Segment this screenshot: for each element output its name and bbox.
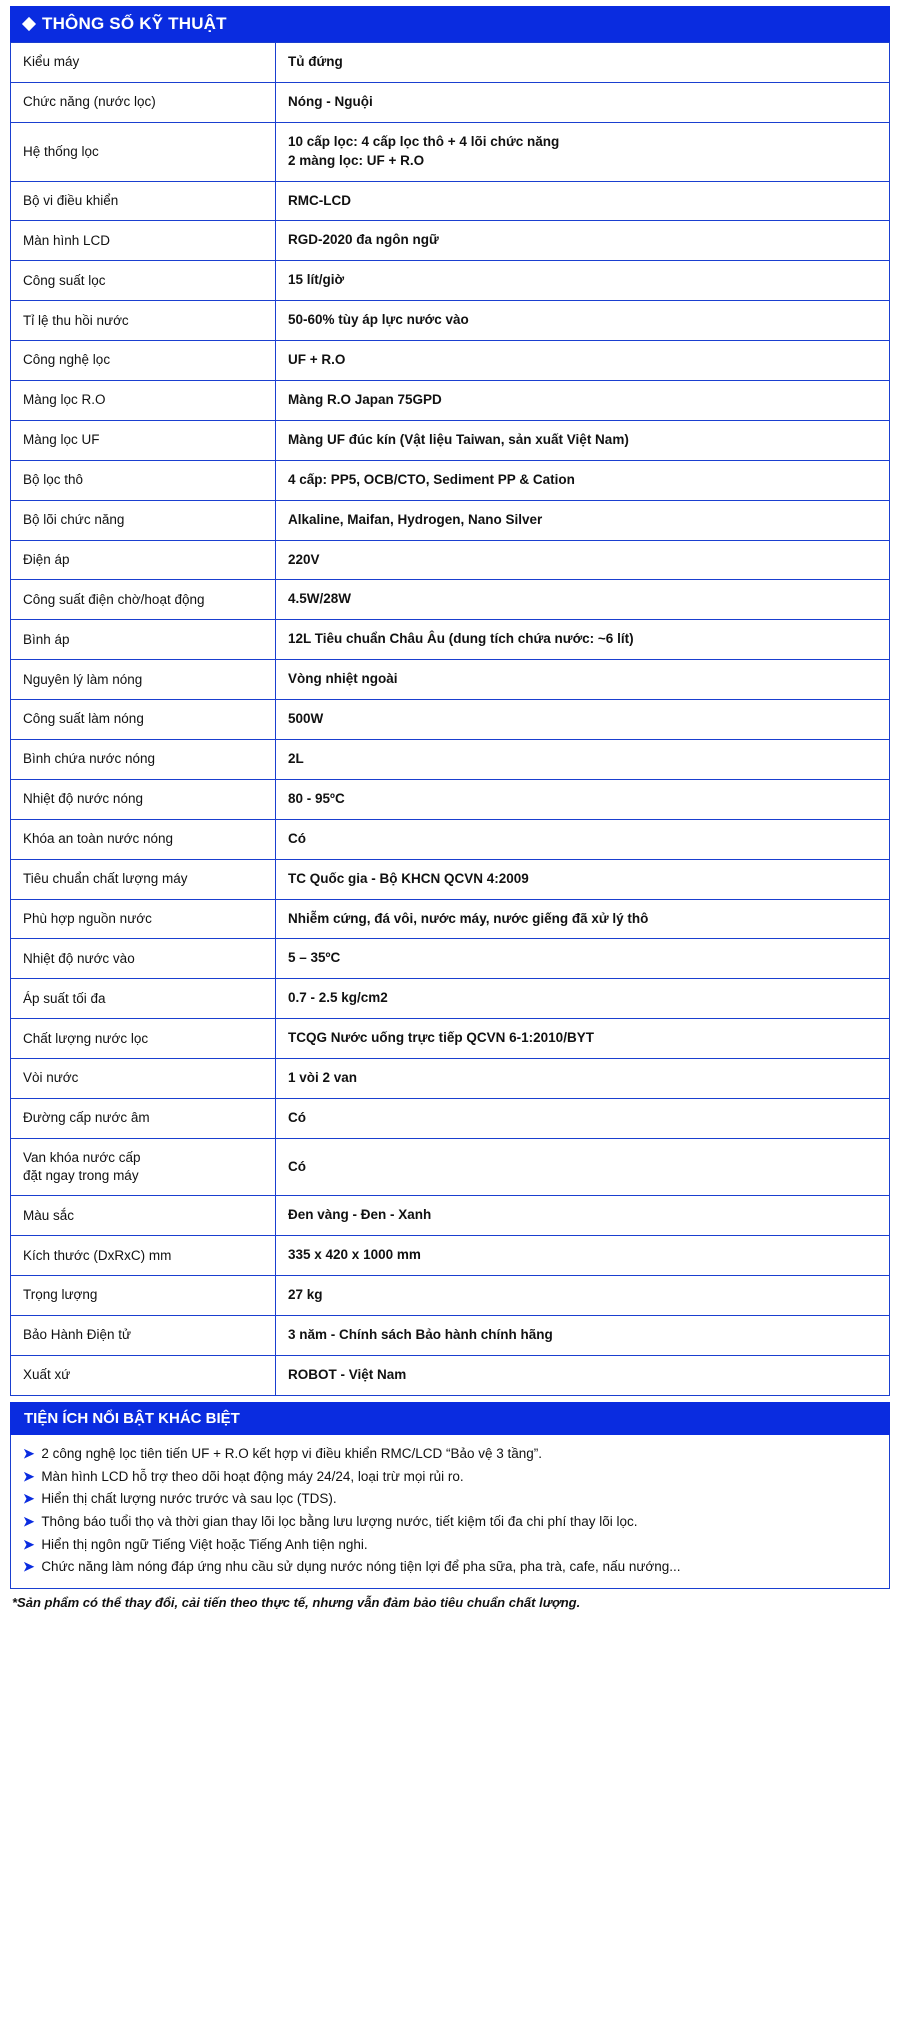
table-row xyxy=(11,1196,890,1236)
spec-label: Chất lượng nước lọc xyxy=(11,1019,276,1059)
spec-label: Bảo Hành Điện tử xyxy=(11,1316,276,1356)
table-row xyxy=(11,122,890,181)
benefits-header-title: TIỆN ÍCH NỔI BẬT KHÁC BIỆT xyxy=(24,1409,240,1427)
table-row xyxy=(11,620,890,660)
table-row xyxy=(11,221,890,261)
spec-label: Công suất lọc xyxy=(11,261,276,301)
table-row xyxy=(11,261,890,301)
spec-value: Màng UF đúc kín (Vật liệu Taiwan, sản xuất Việt Nam) xyxy=(276,420,890,460)
spec-label: Điện áp xyxy=(11,540,276,580)
list-item-label: 2 công nghệ lọc tiên tiến UF + R.O kết hợp vi điều khiển RMC/LCD “Bảo vệ 3 tầng”. xyxy=(41,1446,543,1462)
arrow-right-icon: ➤ xyxy=(23,1559,35,1575)
spec-value: Màng R.O Japan 75GPD xyxy=(276,381,890,421)
spec-label: Chức năng (nước lọc) xyxy=(11,82,276,122)
spec-label: Màu sắc xyxy=(11,1196,276,1236)
spec-value-line2: 2 màng lọc: UF + R.O xyxy=(288,152,425,168)
spec-label: Bộ lõi chức năng xyxy=(11,500,276,540)
table-row xyxy=(11,181,890,221)
diamond-icon xyxy=(22,17,36,31)
spec-value: 10 cấp lọc: 4 cấp lọc thô + 4 lõi chức năng 2 màng lọc: UF + R.O xyxy=(276,122,890,181)
table-row xyxy=(11,540,890,580)
table-row xyxy=(11,1138,890,1195)
disclaimer-note: *Sản phẩm có thể thay đổi, cải tiến theo thực tế, nhưng vẫn đảm bảo tiêu chuẩn chất lượng. xyxy=(12,1595,581,1611)
spec-label: Nguyên lý làm nóng xyxy=(11,660,276,700)
list-item xyxy=(23,1465,877,1488)
spec-value: 0.7 - 2.5 kg/cm2 xyxy=(276,979,890,1019)
spec-label: Van khóa nước cấp đặt ngay trong máy xyxy=(11,1138,276,1195)
spec-value: 27 kg xyxy=(276,1276,890,1316)
spec-value: 15 lít/giờ xyxy=(276,261,890,301)
arrow-right-icon: ➤ xyxy=(23,1536,35,1552)
spec-label: Kiểu máy xyxy=(11,43,276,83)
table-row xyxy=(11,43,890,83)
arrow-right-icon: ➤ xyxy=(23,1514,35,1530)
spec-label: Nhiệt độ nước vào xyxy=(11,939,276,979)
arrow-right-icon: ➤ xyxy=(23,1446,35,1462)
spec-value: RMC-LCD xyxy=(276,181,890,221)
table-row xyxy=(11,779,890,819)
table-row xyxy=(11,1276,890,1316)
table-row xyxy=(11,740,890,780)
spec-value: 4 cấp: PP5, OCB/CTO, Sediment PP & Cation xyxy=(276,460,890,500)
spec-value: 2L xyxy=(276,740,890,780)
list-item-label: Màn hình LCD hỗ trợ theo dõi hoạt động máy 24/24, loại trừ mọi rủi ro. xyxy=(41,1468,464,1484)
spec-value: 1 vòi 2 van xyxy=(276,1059,890,1099)
table-row xyxy=(11,82,890,122)
spec-value: Đen vàng - Đen - Xanh xyxy=(276,1196,890,1236)
table-row xyxy=(11,580,890,620)
spec-value: Alkaline, Maifan, Hydrogen, Nano Silver xyxy=(276,500,890,540)
table-row xyxy=(11,381,890,421)
spec-label: Vòi nước xyxy=(11,1059,276,1099)
spec-value: 5 – 35ºC xyxy=(276,939,890,979)
spec-value: 80 - 95ºC xyxy=(276,779,890,819)
spec-label: Đường cấp nước âm xyxy=(11,1099,276,1139)
spec-header xyxy=(10,6,890,42)
spec-label: Công suất điện chờ/hoạt động xyxy=(11,580,276,620)
spec-label: Kích thước (DxRxC) mm xyxy=(11,1236,276,1276)
spec-label: Xuất xứ xyxy=(11,1355,276,1395)
list-item-label: Chức năng làm nóng đáp ứng nhu cầu sử dụng nước nóng tiện lợi để pha sữa, pha trà, cafe, nấu nướng... xyxy=(41,1559,681,1575)
spec-label: Áp suất tối đa xyxy=(11,979,276,1019)
list-item xyxy=(23,1488,877,1511)
table-row xyxy=(11,1019,890,1059)
benefits-list xyxy=(10,1435,890,1589)
table-row xyxy=(11,460,890,500)
table-row xyxy=(11,1099,890,1139)
spec-value: 12L Tiêu chuẩn Châu Âu (dung tích chứa nước: ~6 lít) xyxy=(276,620,890,660)
table-row xyxy=(11,341,890,381)
spec-value: 3 năm - Chính sách Bảo hành chính hãng xyxy=(276,1316,890,1356)
spec-label: Trọng lượng xyxy=(11,1276,276,1316)
spec-value: TC Quốc gia - Bộ KHCN QCVN 4:2009 xyxy=(276,859,890,899)
spec-value: RGD-2020 đa ngôn ngữ xyxy=(276,221,890,261)
spec-label: Màng lọc UF xyxy=(11,420,276,460)
spec-label: Màng lọc R.O xyxy=(11,381,276,421)
list-item-label: Thông báo tuổi thọ và thời gian thay lõi lọc bằng lưu lượng nước, tiết kiệm tối đa chi phí thay lõi lọc. xyxy=(41,1514,638,1530)
list-item xyxy=(23,1556,877,1579)
table-row xyxy=(11,420,890,460)
benefits-header xyxy=(10,1402,890,1435)
spec-value: 4.5W/28W xyxy=(276,580,890,620)
spec-header-title: THÔNG SỐ KỸ THUẬT xyxy=(42,14,227,33)
spec-value: Vòng nhiệt ngoài xyxy=(276,660,890,700)
spec-value: 335 x 420 x 1000 mm xyxy=(276,1236,890,1276)
table-row xyxy=(11,1355,890,1395)
spec-label: Khóa an toàn nước nóng xyxy=(11,819,276,859)
spec-value: Nóng - Nguội xyxy=(276,82,890,122)
spec-value: Có xyxy=(276,819,890,859)
table-row xyxy=(11,500,890,540)
table-row xyxy=(11,660,890,700)
table-row xyxy=(11,939,890,979)
spec-value: ROBOT - Việt Nam xyxy=(276,1355,890,1395)
spec-value: Có xyxy=(276,1099,890,1139)
table-row xyxy=(11,700,890,740)
table-row xyxy=(11,1236,890,1276)
list-item xyxy=(23,1443,877,1466)
table-row xyxy=(11,1316,890,1356)
table-row xyxy=(11,819,890,859)
spec-value: 220V xyxy=(276,540,890,580)
spec-label: Công suất làm nóng xyxy=(11,700,276,740)
arrow-right-icon: ➤ xyxy=(23,1468,35,1484)
spec-value: 50-60% tùy áp lực nước vào xyxy=(276,301,890,341)
table-row xyxy=(11,301,890,341)
table-row xyxy=(11,899,890,939)
spec-label: Nhiệt độ nước nóng xyxy=(11,779,276,819)
spec-value: TCQG Nước uống trực tiếp QCVN 6-1:2010/BYT xyxy=(276,1019,890,1059)
table-row xyxy=(11,859,890,899)
arrow-right-icon: ➤ xyxy=(23,1491,35,1507)
spec-label-line2: đặt ngay trong máy xyxy=(23,1168,139,1184)
spec-label: Công nghệ lọc xyxy=(11,341,276,381)
list-item-label: Hiển thị ngôn ngữ Tiếng Việt hoặc Tiếng Anh tiện nghi. xyxy=(41,1536,368,1552)
spec-table-body xyxy=(11,43,890,1396)
spec-label: Tiêu chuẩn chất lượng máy xyxy=(11,859,276,899)
list-item xyxy=(23,1511,877,1534)
spec-label: Phù hợp nguồn nước xyxy=(11,899,276,939)
spec-label: Màn hình LCD xyxy=(11,221,276,261)
spec-label: Bình chứa nước nóng xyxy=(11,740,276,780)
spec-value: UF + R.O xyxy=(276,341,890,381)
table-row xyxy=(11,979,890,1019)
spec-label: Bộ vi điều khiển xyxy=(11,181,276,221)
spec-value: Tủ đứng xyxy=(276,43,890,83)
list-item xyxy=(23,1533,877,1556)
spec-label: Hệ thống lọc xyxy=(11,122,276,181)
spec-label: Bình áp xyxy=(11,620,276,660)
list-item-label: Hiển thị chất lượng nước trước và sau lọc (TDS). xyxy=(41,1491,337,1507)
spec-value: 500W xyxy=(276,700,890,740)
spec-value: Có xyxy=(276,1138,890,1195)
spec-label: Tỉ lệ thu hồi nước xyxy=(11,301,276,341)
spec-label: Bộ lọc thô xyxy=(11,460,276,500)
spec-value: Nhiễm cứng, đá vôi, nước máy, nước giếng đã xử lý thô xyxy=(276,899,890,939)
table-row xyxy=(11,1059,890,1099)
spec-table xyxy=(10,42,890,1396)
